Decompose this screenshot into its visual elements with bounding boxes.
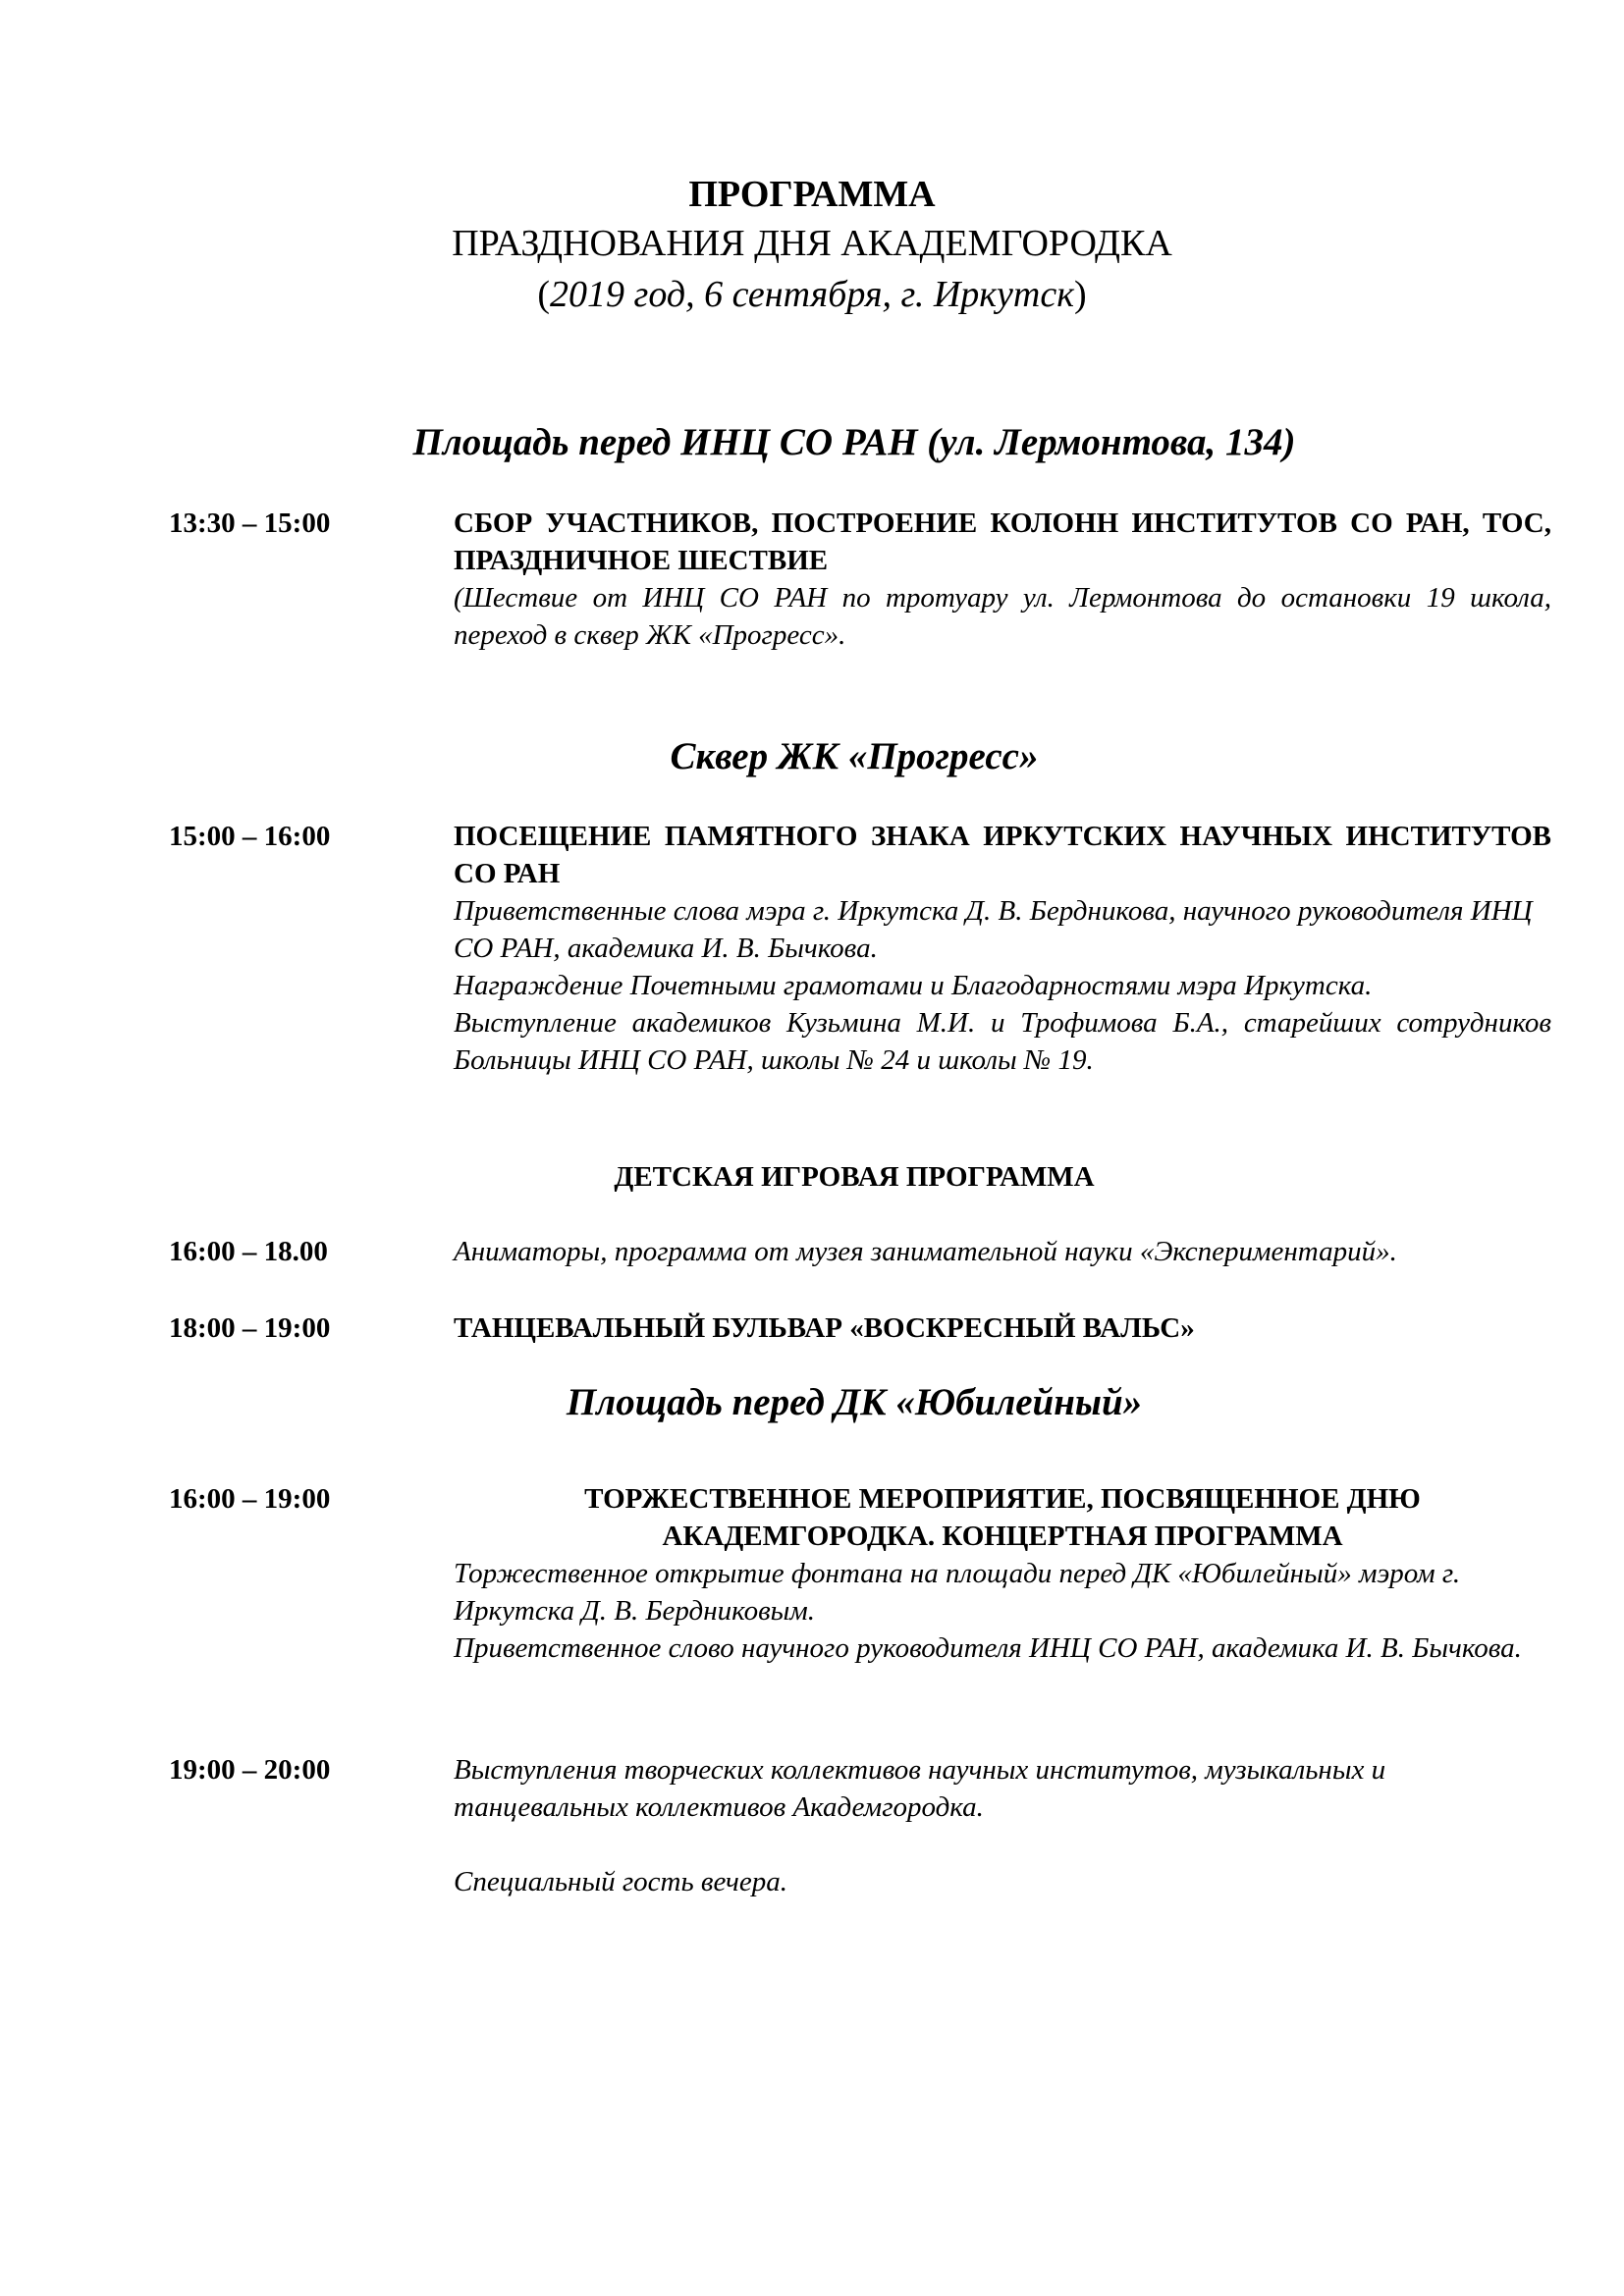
document-subtitle: ПРАЗДНОВАНИЯ ДНЯ АКАДЕМГОРОДКА <box>452 223 1172 264</box>
event-description: Награждение Почетными грамотами и Благодарностями мэра Иркутска. <box>454 970 1373 1001</box>
event-description: Аниматоры, программа от музея занимательной науки «Экспериментарий». <box>454 1236 1397 1267</box>
event-content <box>454 505 1551 654</box>
event-content <box>454 1480 1551 1667</box>
event-time: 18:00 – 19:00 <box>169 1312 331 1344</box>
document-date-line: (2019 год, 6 сентября, г. Иркутск) <box>537 274 1087 315</box>
date-text: 2019 год, 6 сентября, г. Иркутск <box>550 274 1074 315</box>
event-description: Приветственные слова мэра г. Иркутска Д. В. Бердникова, научного руководителя ИНЦ СО РАН, академика И. В. Бычкова. <box>454 895 1533 964</box>
event-content <box>454 1233 1551 1270</box>
event-time: 19:00 – 20:00 <box>169 1754 331 1786</box>
event-time: 15:00 – 16:00 <box>169 821 331 852</box>
event-description: Торжественное открытие фонтана на площади перед ДК «Юбилейный» мэром г. Иркутска Д. В. Бердниковым. <box>454 1558 1461 1627</box>
event-time: 16:00 – 18.00 <box>169 1236 328 1267</box>
section-title-jubilee-square: Площадь перед ДК «Юбилейный» <box>566 1381 1143 1423</box>
event-content <box>454 818 1551 1079</box>
event-content <box>454 1309 1551 1347</box>
event-description: Специальный гость вечера. <box>454 1866 787 1897</box>
event-description: Выступления творческих коллективов научных институтов, музыкальных и танцевальных коллективов Академгородка. <box>454 1754 1386 1823</box>
event-title: ТОРЖЕСТВЕННОЕ МЕРОПРИЯТИЕ, ПОСВЯЩЕННОЕ ДНЮ <box>584 1483 1421 1515</box>
event-description: (Шествие от ИНЦ СО РАН по тротуару ул. Лермонтова до остановки 19 школа, переход в сквер ЖК «Прогресс». <box>454 582 1551 651</box>
sub-heading-kids-program: ДЕТСКАЯ ИГРОВАЯ ПРОГРАММА <box>614 1161 1095 1193</box>
event-title: СБОР УЧАСТНИКОВ, ПОСТРОЕНИЕ КОЛОНН ИНСТИТУТОВ СО РАН, ТОС, ПРАЗДНИЧНОЕ ШЕСТВИЕ <box>454 507 1551 576</box>
event-title: ПОСЕЩЕНИЕ ПАМЯТНОГО ЗНАКА ИРКУТСКИХ НАУЧНЫХ ИНСТИТУТОВ СО РАН <box>454 821 1551 889</box>
event-description: Выступление академиков Кузьмина М.И. и Трофимова Б.А., старейших сотрудников Больницы ИНЦ СО РАН, школы № 24 и школы № 19. <box>454 1007 1551 1076</box>
event-time: 16:00 – 19:00 <box>169 1483 331 1515</box>
event-description: Приветственное слово научного руководителя ИНЦ СО РАН, академика И. В. Бычкова. <box>454 1632 1522 1664</box>
event-content <box>454 1751 1551 1900</box>
event-time: 13:30 – 15:00 <box>169 507 331 539</box>
section-title-inc-square: Площадь перед ИНЦ СО РАН (ул. Лермонтова, 134) <box>412 421 1296 463</box>
section-title-progress-square: Сквер ЖК «Прогресс» <box>670 735 1039 777</box>
document-title: ПРОГРАММА <box>688 174 936 215</box>
event-title: АКАДЕМГОРОДКА. КОНЦЕРТНАЯ ПРОГРАММА <box>662 1521 1343 1552</box>
event-title: ТАНЦЕВАЛЬНЫЙ БУЛЬВАР «ВОСКРЕСНЫЙ ВАЛЬС» <box>454 1312 1195 1344</box>
